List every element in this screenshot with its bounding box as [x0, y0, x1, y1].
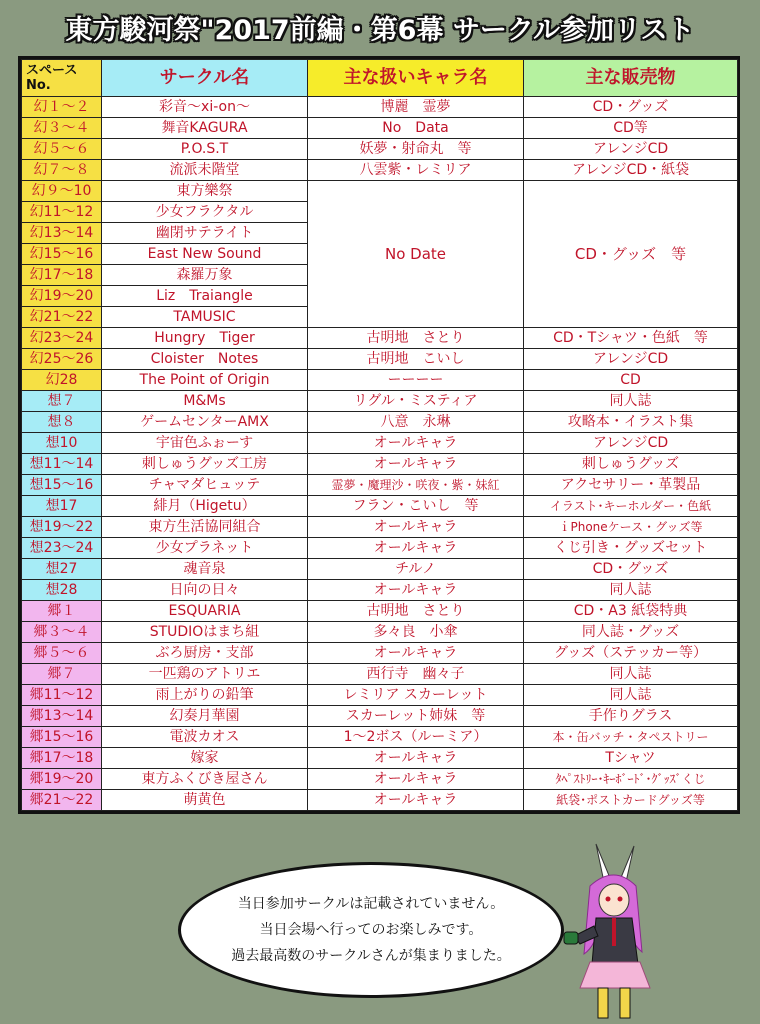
space-number: 幻７～８ [22, 160, 102, 181]
table-row [22, 139, 738, 160]
space-number: 幻17～18 [22, 265, 102, 286]
circle-name: 彩音～xi-on～ [102, 97, 308, 118]
main-character: 古明地 さとり [308, 601, 524, 622]
space-number: 幻23～24 [22, 328, 102, 349]
table-row [22, 160, 738, 181]
main-character: オールキャラ [308, 538, 524, 559]
space-number: 想10 [22, 433, 102, 454]
space-number: 幻25～26 [22, 349, 102, 370]
main-goods: CD・グッズ [524, 559, 738, 580]
table-row [22, 118, 738, 139]
main-character: オールキャラ [308, 748, 524, 769]
space-number: 想17 [22, 496, 102, 517]
main-character: フラン・こいし 等 [308, 496, 524, 517]
table-row [22, 769, 738, 790]
circle-name: 魂音泉 [102, 559, 308, 580]
main-goods: イラスト･キーホルダー・色紙 [524, 496, 738, 517]
circle-name: 舞音KAGURA [102, 118, 308, 139]
circle-name: Hungry Tiger [102, 328, 308, 349]
circle-name: 流派未階堂 [102, 160, 308, 181]
speech-bubble [178, 862, 564, 998]
circle-name: ゲームセンターAMX [102, 412, 308, 433]
space-number: 郷１ [22, 601, 102, 622]
space-number: 想７ [22, 391, 102, 412]
main-goods: 同人誌 [524, 685, 738, 706]
main-goods: アレンジCD [524, 349, 738, 370]
circle-name: 一匹鶏のアトリエ [102, 664, 308, 685]
main-character: 八雲紫・レミリア [308, 160, 524, 181]
main-goods: 同人誌 [524, 391, 738, 412]
circle-name: 緋月（Higetu） [102, 496, 308, 517]
main-character: オールキャラ [308, 517, 524, 538]
circle-name: TAMUSIC [102, 307, 308, 328]
main-goods: CD・グッズ [524, 97, 738, 118]
main-character: 多々良 小傘 [308, 622, 524, 643]
main-character: 霊夢・魔理沙・咲夜・紫・妹紅 [308, 475, 524, 496]
circle-name: 東方樂祭 [102, 181, 308, 202]
table-row [22, 475, 738, 496]
space-number: 郷11～12 [22, 685, 102, 706]
table-row [22, 433, 738, 454]
table-row [22, 790, 738, 811]
circle-name: ESQUARIA [102, 601, 308, 622]
circle-name: STUDIOはまち組 [102, 622, 308, 643]
header-space-top: スペース [26, 63, 78, 78]
main-goods: 同人誌 [524, 664, 738, 685]
bubble-line-1: 当日参加サークルは記載されていません。 [237, 896, 505, 912]
table-row [22, 454, 738, 475]
main-goods: 同人誌・グッズ [524, 622, 738, 643]
header-circle: サークル名 [102, 60, 308, 97]
main-goods: ﾀﾍﾟｽﾄﾘｰ･ｷｰﾎﾞｰﾄﾞ･ｸﾞｯｽﾞくじ [524, 769, 738, 790]
main-character: オールキャラ [308, 643, 524, 664]
main-goods: 本・缶バッチ・タペストリー [524, 727, 738, 748]
table-row [22, 328, 738, 349]
space-number: 幻21～22 [22, 307, 102, 328]
space-number: 郷15～16 [22, 727, 102, 748]
table-row [22, 496, 738, 517]
table-row [22, 580, 738, 601]
space-number: 幻９～10 [22, 181, 102, 202]
main-character: 西行寺 幽々子 [308, 664, 524, 685]
circle-name: Liz Traiangle [102, 286, 308, 307]
main-character: オールキャラ [308, 454, 524, 475]
table-row [22, 412, 738, 433]
table-row [22, 601, 738, 622]
circle-name: 嫁家 [102, 748, 308, 769]
main-goods: 手作りグラス [524, 706, 738, 727]
circle-name: East New Sound [102, 244, 308, 265]
circle-name: P.O.S.T [102, 139, 308, 160]
space-number: 郷21～22 [22, 790, 102, 811]
space-number: 幻28 [22, 370, 102, 391]
main-character: 妖夢・射命丸 等 [308, 139, 524, 160]
circle-name: M&Ms [102, 391, 308, 412]
main-character: オールキャラ [308, 790, 524, 811]
merged-goods: CD・グッズ 等 [524, 181, 738, 328]
space-number: 幻３～４ [22, 118, 102, 139]
bubble-line-3: 過去最高数のサークルさんが集まりました。 [231, 948, 511, 964]
space-number: 郷３～４ [22, 622, 102, 643]
circle-name: ぶろ厨房・支部 [102, 643, 308, 664]
main-character: No Data [308, 118, 524, 139]
main-goods: アクセサリー・革製品 [524, 475, 738, 496]
main-goods: くじ引き・グッズセット [524, 538, 738, 559]
main-goods: 同人誌 [524, 580, 738, 601]
main-character: レミリア スカーレット [308, 685, 524, 706]
main-character: 博麗 霊夢 [308, 97, 524, 118]
merged-character: No Date [308, 181, 524, 328]
header-space [22, 60, 102, 97]
space-number: 想19～22 [22, 517, 102, 538]
table-row [22, 748, 738, 769]
header-space-bottom: No. [26, 78, 51, 93]
circle-name: 萌黄色 [102, 790, 308, 811]
circle-name: チャマダヒュッテ [102, 475, 308, 496]
space-number: 幻19～20 [22, 286, 102, 307]
circle-name: The Point of Origin [102, 370, 308, 391]
table-row [22, 643, 738, 664]
rabbit-girl-illustration [560, 842, 670, 1024]
space-number: 想27 [22, 559, 102, 580]
main-character: 古明地 さとり [308, 328, 524, 349]
table-row [22, 664, 738, 685]
table-row [22, 97, 738, 118]
main-character: 1～2ボス（ルーミア） [308, 727, 524, 748]
main-goods: アレンジCD [524, 433, 738, 454]
space-number: 郷13～14 [22, 706, 102, 727]
main-character: スカーレット姉妹 等 [308, 706, 524, 727]
space-number: 幻15～16 [22, 244, 102, 265]
main-goods: アレンジCD [524, 139, 738, 160]
circle-name: 東方生活協同組合 [102, 517, 308, 538]
circle-name: 刺しゅうグッズ工房 [102, 454, 308, 475]
table-header-row [22, 60, 738, 97]
space-number: 郷19～20 [22, 769, 102, 790]
space-number: 幻11～12 [22, 202, 102, 223]
main-character: 古明地 こいし [308, 349, 524, 370]
table-row [22, 517, 738, 538]
space-number: 想11～14 [22, 454, 102, 475]
main-character: 八意 永琳 [308, 412, 524, 433]
circle-name: 雨上がりの鉛筆 [102, 685, 308, 706]
main-character: リグル・ミスティア [308, 391, 524, 412]
main-character: オールキャラ [308, 580, 524, 601]
main-goods: CD等 [524, 118, 738, 139]
space-number: 郷７ [22, 664, 102, 685]
table-row [22, 559, 738, 580]
main-goods: CD・A3 紙袋特典 [524, 601, 738, 622]
main-character: オールキャラ [308, 433, 524, 454]
space-number: 想28 [22, 580, 102, 601]
table-row [22, 727, 738, 748]
main-goods: CD [524, 370, 738, 391]
main-character: ーーーー [308, 370, 524, 391]
space-number: 想23～24 [22, 538, 102, 559]
table-row [22, 622, 738, 643]
table-row [22, 181, 738, 202]
space-number: 幻１～２ [22, 97, 102, 118]
table-row [22, 391, 738, 412]
main-goods: 紙袋･ポストカードグッズ等 [524, 790, 738, 811]
table-row [22, 370, 738, 391]
circle-name: 少女プラネット [102, 538, 308, 559]
main-character: オールキャラ [308, 769, 524, 790]
circle-name: Cloister Notes [102, 349, 308, 370]
main-goods: 攻略本・イラスト集 [524, 412, 738, 433]
circle-name: 幻奏月華園 [102, 706, 308, 727]
space-number: 幻５～６ [22, 139, 102, 160]
circle-name: 宇宙色ふぉーす [102, 433, 308, 454]
space-number: 想15～16 [22, 475, 102, 496]
space-number: 幻13～14 [22, 223, 102, 244]
main-goods: Tシャツ [524, 748, 738, 769]
main-character: チルノ [308, 559, 524, 580]
circle-name: 森羅万象 [102, 265, 308, 286]
bubble-line-2: 当日会場へ行ってのお楽しみです。 [259, 922, 483, 938]
main-goods: 刺しゅうグッズ [524, 454, 738, 475]
circle-name: 電波カオス [102, 727, 308, 748]
table-row [22, 685, 738, 706]
page-title: 東方駿河祭"2017前編・第6幕 サークル参加リスト [65, 15, 695, 46]
space-number: 想８ [22, 412, 102, 433]
table-row [22, 538, 738, 559]
space-number: 郷17～18 [22, 748, 102, 769]
circle-list-table [18, 56, 740, 814]
circle-name: 東方ふくびき屋さん [102, 769, 308, 790]
header-goods: 主な販売物 [524, 60, 738, 97]
circle-name: 日向の日々 [102, 580, 308, 601]
main-goods: グッズ（ステッカー等） [524, 643, 738, 664]
header-chara: 主な扱いキャラ名 [308, 60, 524, 97]
main-goods: アレンジCD・紙袋 [524, 160, 738, 181]
space-number: 郷５～６ [22, 643, 102, 664]
main-goods: ｉPhoneケース・グッズ等 [524, 517, 738, 538]
main-goods: CD・Tシャツ・色紙 等 [524, 328, 738, 349]
circle-name: 幽閉サテライト [102, 223, 308, 244]
table-body [22, 97, 738, 811]
table-row [22, 349, 738, 370]
table-row [22, 706, 738, 727]
circle-name: 少女フラクタル [102, 202, 308, 223]
